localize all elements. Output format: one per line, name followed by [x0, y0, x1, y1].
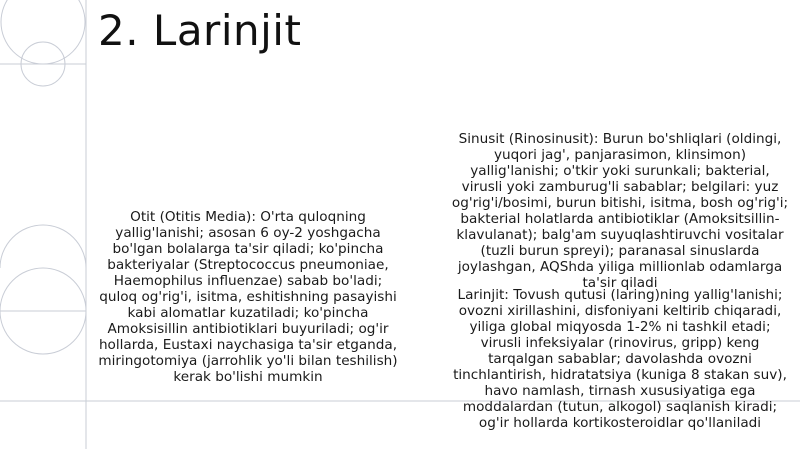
larinjit-text-block: Larinjit: Tovush qutusi (laring)ning yallig'lanishi; ovozni xirillashini, disfoniyani keltirib chiqaradi, yiliga global miqyosda 1-2% ni tashkil etadi; virusli infeksiyalar (rinovirus, gripp) keng tarqalgan sabablar; davolashda ovozni tinchlantirish, hidratatsiya (kuniga 8 stakan suv), havo namlash, tirnash xususiyatiga ega moddalardan (tutun, alkogol) saqlanish kiradi; og'ir hollarda kortikosteroidlar qo'llaniladi — [453, 287, 787, 431]
sinusit-text-block: Sinusit (Rinosinusit): Burun bo'shliqlari (oldingi, yuqori jag', panjarasimon, klinsimon) yallig'lanishi; o'tkir yoki surunkali; bakterial, virusli yoki zamburug'li sabablar; belgilari: yuz og'rig'i/bosimi, burun bitishi, isitma, bosh og'rig'i; bakterial holatlarda antibiotiklar (Amoksitsillin-klavulanat); balg'am suyuqlashtiruvchi vositalar (tuzli burun spreyi); paranasal sinuslarda joylashgan, AQShda yiliga millionlab odamlarga ta'sir qiladi — [451, 131, 789, 291]
slide-title: 2. Larinjit — [98, 6, 302, 55]
otit-text-block: Otit (Otitis Media): O'rta quloqning yallig'lanishi; asosan 6 oy-2 yoshgacha bo'lgan bolalarga ta'sir qiladi; ko'pincha bakteriyalar (Streptococcus pneumoniae, Haemophilus influenzae) sabab bo'ladi; quloq og'rig'i, isitma, eshitishning pasayishi kabi alomatlar kuzatiladi; ko'pincha Amoksisillin antibiotiklari buyuriladi; og'ir hollarda, Eustaxi naychasiga ta'sir etganda, miringotomiya (jarrohlik yo'li bilan teshilish) kerak bo'lishi mumkin — [98, 209, 398, 385]
